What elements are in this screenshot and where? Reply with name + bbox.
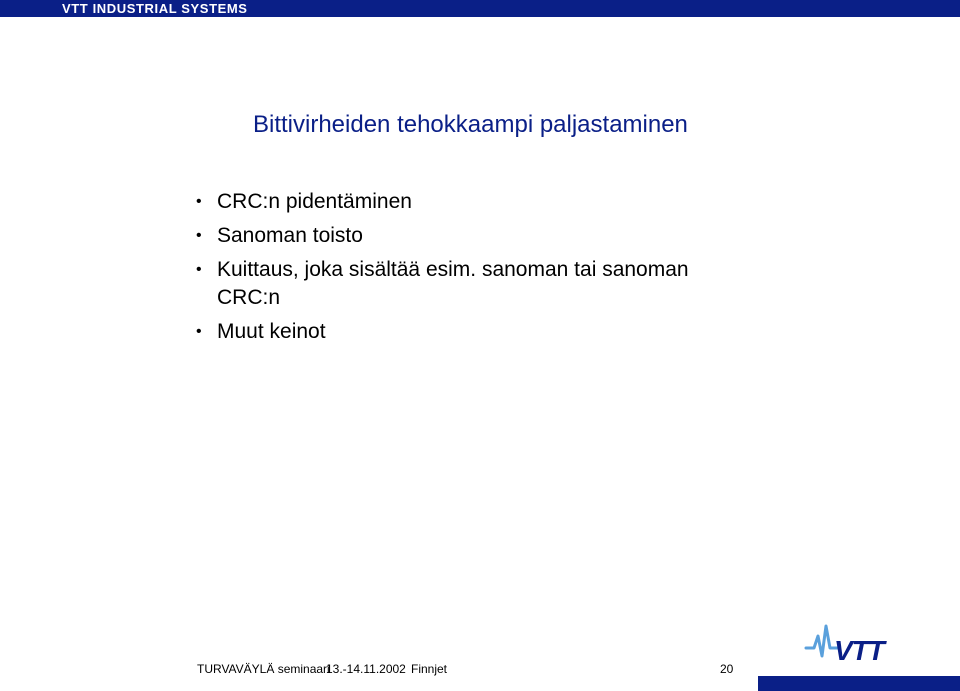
footer-dates: 13.-14.11.2002 xyxy=(326,662,406,676)
bullet-text: Sanoman toisto xyxy=(217,224,363,247)
bullet-item xyxy=(196,256,796,312)
bullet-icon: • xyxy=(196,323,202,340)
bullet-text-continuation: CRC:n xyxy=(217,286,281,309)
bullet-icon: • xyxy=(196,193,202,210)
bullet-icon: • xyxy=(196,227,202,244)
bullet-item xyxy=(196,222,796,250)
bullet-text: Muut keinot xyxy=(217,320,326,343)
footer-author: Finnjet xyxy=(411,662,448,676)
bullet-icon: • xyxy=(196,261,202,278)
bullet-text: Kuittaus, joka sisältää esim. sanoman tai sanoman xyxy=(217,258,689,281)
company-name: VTT INDUSTRIAL SYSTEMS xyxy=(62,1,248,16)
footer-bar xyxy=(758,676,960,691)
logo-text: VTT xyxy=(834,635,884,664)
vtt-logo-icon xyxy=(804,622,904,664)
header-bar xyxy=(0,0,960,17)
page-number: 20 xyxy=(720,662,734,676)
bullet-item xyxy=(196,318,796,346)
bullet-list xyxy=(196,188,796,352)
slide-title: Bittivirheiden tehokkaampi paljastaminen xyxy=(253,111,688,138)
bullet-item xyxy=(196,188,796,216)
footer-seminar: TURVAVÄYLÄ seminaari xyxy=(197,662,330,676)
bullet-text: CRC:n pidentäminen xyxy=(217,190,412,213)
